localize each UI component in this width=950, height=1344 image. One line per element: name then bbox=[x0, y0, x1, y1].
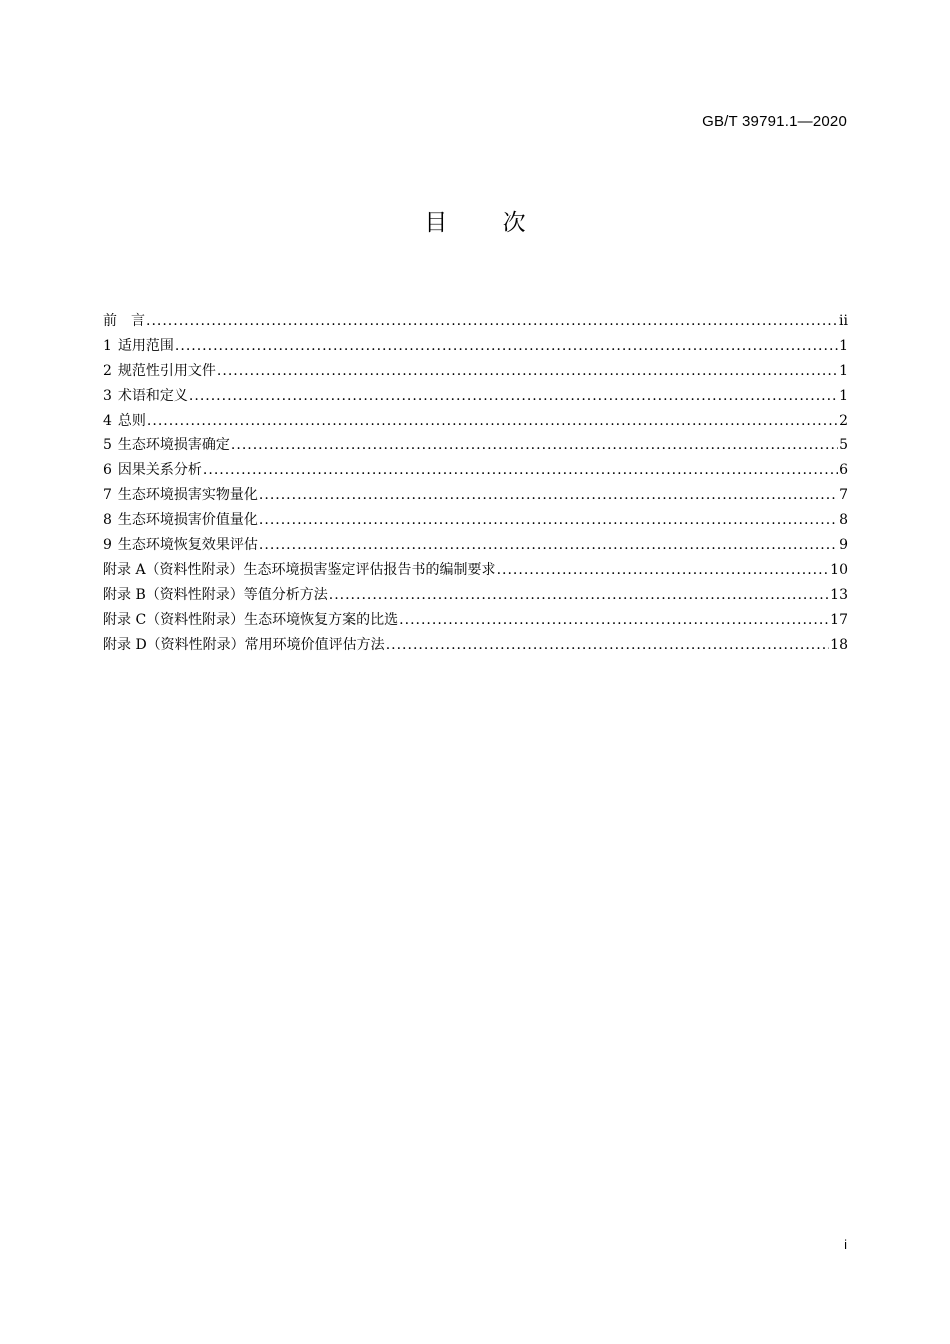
toc-entry-label bbox=[103, 410, 146, 430]
toc-entry-page: 1 bbox=[839, 387, 848, 404]
toc-entry-page: 6 bbox=[839, 462, 848, 479]
toc-leader-dots bbox=[497, 562, 830, 578]
toc-entry-appendix-a[interactable] bbox=[103, 559, 848, 584]
toc-entry-2[interactable] bbox=[103, 360, 848, 385]
toc-entry-6[interactable] bbox=[103, 459, 848, 484]
toc-leader-dots bbox=[259, 487, 838, 503]
toc-entry-title: 生态环境损害确定 bbox=[117, 437, 230, 454]
toc-entry-page: 1 bbox=[839, 362, 848, 379]
toc-entry-number: 6 bbox=[103, 462, 112, 479]
toc-entry-title: 附录 B（资料性附录）等值分析方法 bbox=[103, 586, 328, 603]
toc-entry-appendix-d[interactable] bbox=[103, 634, 848, 659]
toc-entry-number: 1 bbox=[103, 337, 112, 354]
toc-entry-page: 18 bbox=[830, 636, 848, 653]
toc-leader-dots bbox=[259, 512, 838, 528]
toc-entry-title: 生态环境损害实物量化 bbox=[117, 487, 258, 504]
toc-entry-page: 2 bbox=[839, 412, 848, 429]
toc-entry-number: 5 bbox=[103, 437, 112, 454]
toc-entry-page: 7 bbox=[839, 487, 848, 504]
toc-list bbox=[103, 310, 848, 658]
toc-entry-4[interactable] bbox=[103, 410, 848, 435]
toc-entry-label bbox=[103, 484, 258, 504]
toc-entry-8[interactable] bbox=[103, 509, 848, 534]
toc-entry-page: ii bbox=[839, 313, 848, 329]
toc-entry-number: 7 bbox=[103, 487, 112, 504]
toc-entry-foreword[interactable] bbox=[103, 310, 848, 335]
toc-entry-title: 术语和定义 bbox=[117, 387, 188, 404]
toc-entry-label bbox=[103, 459, 202, 479]
toc-entry-title: 生态环境损害价值量化 bbox=[117, 512, 258, 529]
toc-entry-label bbox=[103, 335, 174, 355]
toc-entry-page: 13 bbox=[830, 586, 848, 603]
toc-entry-page: 5 bbox=[839, 437, 848, 454]
toc-leader-dots bbox=[259, 537, 838, 553]
toc-entry-9[interactable] bbox=[103, 534, 848, 559]
toc-entry-label bbox=[103, 534, 258, 554]
toc-title: 目 次 bbox=[424, 210, 550, 236]
toc-entry-page: 17 bbox=[830, 611, 848, 628]
toc-entry-label bbox=[103, 584, 328, 604]
toc-leader-dots bbox=[399, 612, 829, 628]
toc-entry-title: 附录 D（资料性附录）常用环境价值评估方法 bbox=[103, 636, 385, 653]
toc-leader-dots bbox=[175, 338, 838, 354]
toc-entry-label bbox=[103, 385, 188, 405]
toc-leader-dots bbox=[217, 363, 838, 379]
toc-entry-title: 附录 C（资料性附录）生态环境恢复方案的比选 bbox=[103, 611, 399, 628]
toc-entry-label bbox=[103, 634, 385, 654]
toc-entry-label bbox=[103, 434, 230, 454]
toc-entry-number: 8 bbox=[103, 512, 112, 529]
toc-entry-page: 1 bbox=[839, 337, 848, 354]
toc-leader-dots bbox=[189, 388, 838, 404]
toc-leader-dots bbox=[386, 637, 829, 653]
toc-entry-1[interactable] bbox=[103, 335, 848, 360]
toc-entry-title: 规范性引用文件 bbox=[117, 362, 216, 379]
toc-entry-number: 9 bbox=[103, 537, 112, 554]
toc-entry-title: 适用范围 bbox=[117, 337, 174, 354]
toc-entry-number: 3 bbox=[103, 387, 112, 404]
toc-entry-appendix-c[interactable] bbox=[103, 609, 848, 634]
toc-entry-title: 生态环境恢复效果评估 bbox=[117, 537, 258, 554]
toc-entry-appendix-b[interactable] bbox=[103, 584, 848, 609]
toc-entry-title: 附录 A（资料性附录）生态环境损害鉴定评估报告书的编制要求 bbox=[103, 561, 496, 578]
toc-entry-page: 9 bbox=[839, 537, 848, 554]
toc-entry-label bbox=[103, 310, 145, 330]
toc-entry-3[interactable] bbox=[103, 385, 848, 410]
toc-entry-title: 因果关系分析 bbox=[117, 462, 202, 479]
toc-entry-title: 前 言 bbox=[103, 313, 145, 329]
toc-entry-number: 4 bbox=[103, 412, 112, 429]
standard-code: GB/T 39791.1—2020 bbox=[702, 113, 847, 130]
toc-entry-number: 2 bbox=[103, 362, 112, 379]
toc-entry-label bbox=[103, 559, 496, 579]
toc-leader-dots bbox=[147, 413, 838, 429]
toc-leader-dots bbox=[203, 462, 838, 478]
page-number: i bbox=[844, 1237, 847, 1252]
toc-entry-7[interactable] bbox=[103, 484, 848, 509]
toc-entry-page: 10 bbox=[830, 561, 848, 578]
toc-entry-page: 8 bbox=[839, 512, 848, 529]
toc-entry-5[interactable] bbox=[103, 434, 848, 459]
toc-entry-label bbox=[103, 609, 398, 629]
toc-leader-dots bbox=[231, 437, 838, 453]
toc-entry-label bbox=[103, 360, 216, 380]
toc-leader-dots bbox=[329, 587, 829, 603]
toc-entry-label bbox=[103, 509, 258, 529]
toc-entry-title: 总则 bbox=[117, 412, 146, 429]
toc-leader-dots bbox=[146, 313, 838, 329]
